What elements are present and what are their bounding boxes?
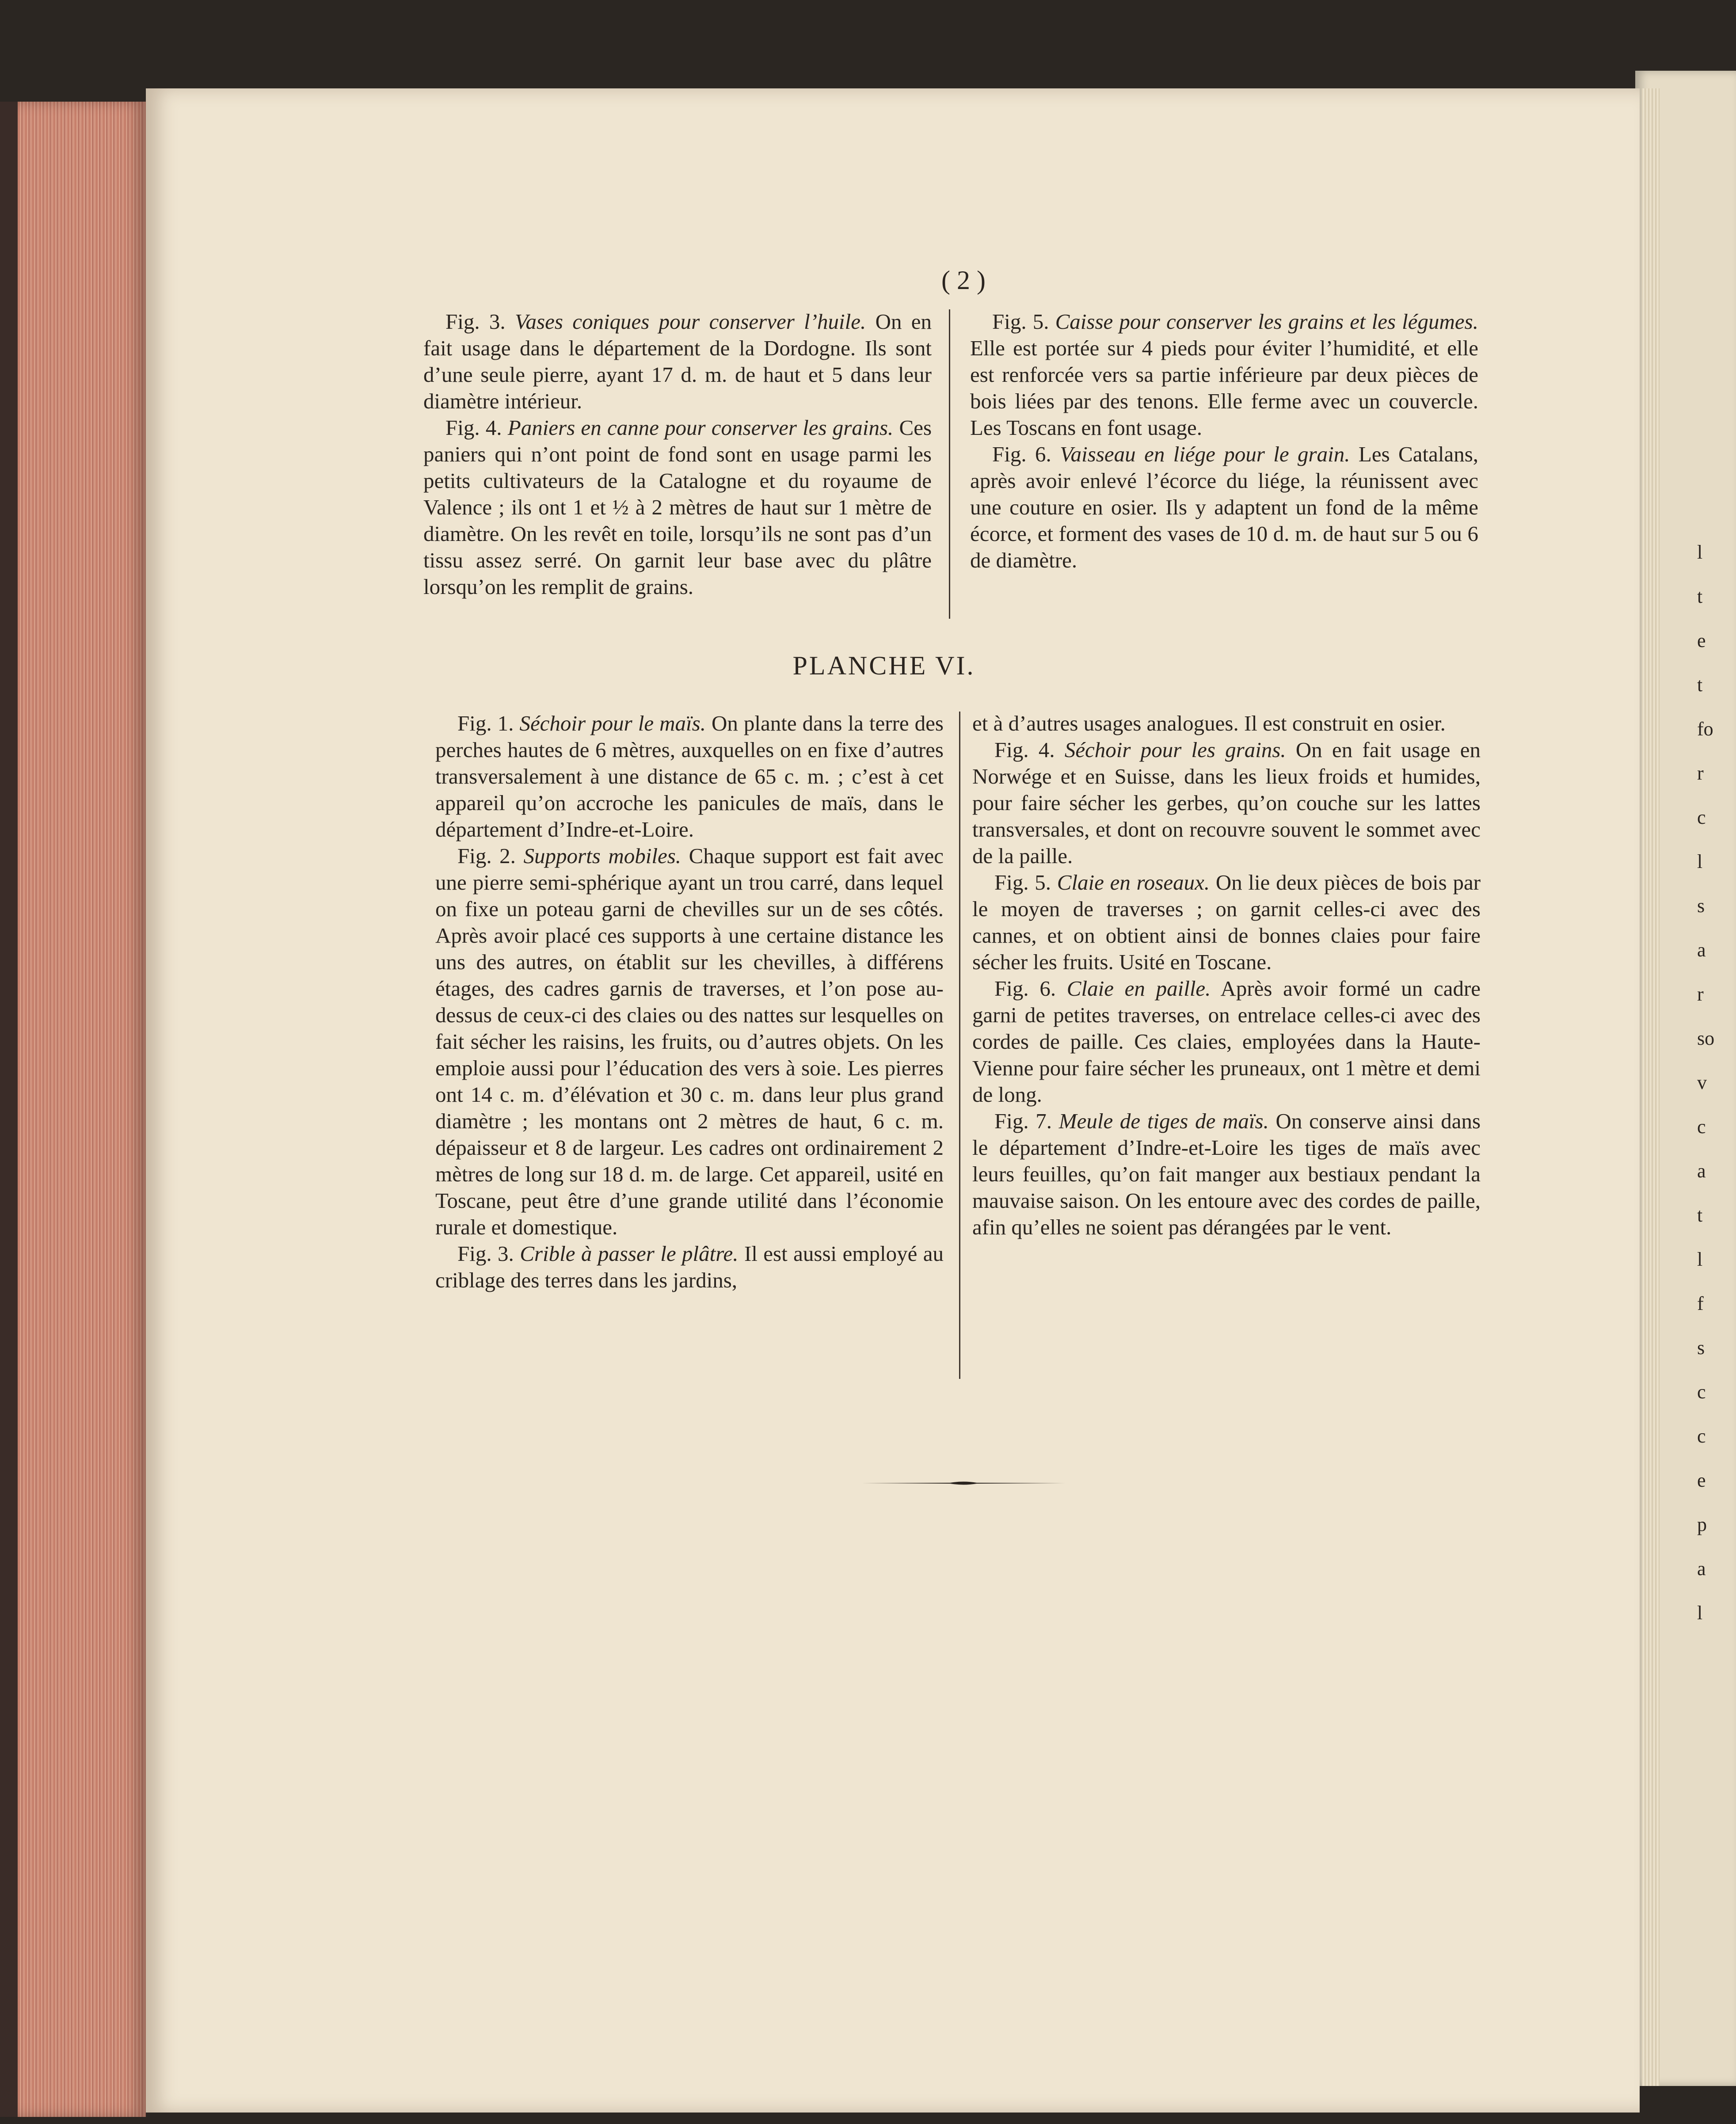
bottom-left-column bbox=[435, 710, 944, 1294]
column-divider bbox=[959, 712, 960, 1379]
top-right-column bbox=[970, 308, 1478, 574]
figure-entry bbox=[972, 1108, 1481, 1241]
figure-description: Il est aussi employé au criblage des terres dans les jardins, bbox=[435, 1241, 944, 1292]
figure-description: On lie deux pièces de bois par le moyen de traverses ; on garnit celles-ci avec des cannes, et on obtient ainsi de bonnes claies pour faire sécher les fruits. Usité en Toscane. bbox=[972, 870, 1481, 974]
right-page-gutter bbox=[1642, 88, 1660, 2086]
figure-number: Fig. 6. bbox=[992, 442, 1051, 466]
figure-description: On conserve ainsi dans le département d’Indre-et-Loire les tiges de maïs avec leurs feuilles, qu’on fait manger aux bestiaux pendant la mauvaise saison. On les entoure avec des cordes de paille, afin qu’elles ne soient pas dérangées par le vent. bbox=[972, 1109, 1481, 1239]
figure-number: Fig. 1. bbox=[457, 711, 514, 735]
figure-title: Séchoir pour les grains. bbox=[1064, 738, 1286, 762]
adjacent-page-fragment: r bbox=[1697, 762, 1704, 784]
figure-number: Fig. 5. bbox=[994, 870, 1051, 895]
figure-entry bbox=[435, 710, 944, 843]
adjacent-page-fragment: l bbox=[1697, 1249, 1703, 1270]
figure-number: Fig. 3. bbox=[445, 309, 506, 334]
figure-entry bbox=[970, 308, 1478, 441]
adjacent-page-fragment: t bbox=[1697, 586, 1703, 607]
plate-title: PLANCHE VI. bbox=[792, 651, 975, 680]
figure-title: Meule de tiges de maïs. bbox=[1058, 1109, 1269, 1133]
figure-description: Ces paniers qui n’ont point de fond sont en usage parmi les petits cultivateurs de la Catalogne et du royaume de Valence ; ils ont 1 et ½ à 2 mètres de haut sur 1 mètre de diamètre. On les revêt en toile, lorsqu’ils ne sont pas d’un tissu assez serré. On garnit leur base avec du plâtre lorsqu’on les remplit de grains. bbox=[423, 415, 932, 599]
adjacent-page-fragment: so bbox=[1697, 1028, 1715, 1049]
book-cover-left bbox=[0, 102, 18, 2117]
adjacent-page-fragment: p bbox=[1697, 1514, 1707, 1535]
adjacent-page-fragment: a bbox=[1697, 1558, 1706, 1580]
figure-number: Fig. 7. bbox=[994, 1109, 1052, 1133]
adjacent-page-fragment: f bbox=[1697, 1293, 1704, 1314]
column-divider bbox=[949, 309, 950, 619]
left-page-edges bbox=[0, 102, 146, 2117]
page-number: ( 2 ) bbox=[941, 266, 986, 295]
figure-description: On en fait usage dans le département de la Dordogne. Ils sont d’une seule pierre, ayant 17 d. m. de haut et 5 dans leur diamètre intérieur. bbox=[423, 309, 932, 413]
figure-entry bbox=[972, 869, 1481, 975]
figure-description: Après avoir formé un cadre garni de petites traverses, on entrelace celles-ci avec des cordes de paille. Ces claies, employées dans la Haute-Vienne pour faire sécher les pruneaux, ont 1 mètre et demi de long. bbox=[972, 976, 1481, 1107]
figure-description: On plante dans la terre des perches hautes de 6 mètres, auxquelles on en fixe d’autres transversalement à une distance de 65 c. m. ; c’est à cet appareil qu’on accroche les panicules de maïs, dans le département d’Indre-et-Loire. bbox=[435, 711, 944, 841]
adjacent-page-fragment: c bbox=[1697, 1381, 1706, 1403]
figure-entry bbox=[972, 975, 1481, 1108]
adjacent-page-fragment: l bbox=[1697, 1602, 1703, 1624]
figure-title: Caisse pour conserver les grains et les légumes. bbox=[1055, 309, 1479, 334]
adjacent-page-fragment: r bbox=[1697, 983, 1704, 1005]
figure-description: Chaque support est fait avec une pierre semi-sphérique ayant un trou carré, dans lequel on fixe un poteau garni de chevilles sur un de ses côtés. Après avoir placé ces supports à une certaine distance les uns des autres, on établit sur les chevilles, à différens étages, des cadres garnis de traverses, et l’on pose au-dessus de ceux-ci des claies ou des nattes sur lesquelles on fait sécher les raisins, les fruits, ou d’autres objets. On les emploie aussi pour l’éducation des vers à soie. Les pierres ont 14 c. m. d’élévation et 30 c. m. dans leur plus grand diamètre ; les montans ont 2 mètres de haut, 6 c. m. dépaisseur et 8 de largeur. Les cadres ont ordinairement 2 mètres de long sur 18 d. m. de large. Cet appareil, usité en Toscane, peut être d’une grande utilité dans l’économie rurale et domestique. bbox=[435, 844, 944, 1239]
figure-number: Fig. 4. bbox=[994, 738, 1055, 762]
figure-number: Fig. 6. bbox=[994, 976, 1056, 1001]
figure-title: Séchoir pour le maïs. bbox=[519, 711, 706, 735]
adjacent-page-fragment: a bbox=[1697, 939, 1706, 961]
figure-title: Crible à passer le plâtre. bbox=[520, 1241, 739, 1266]
top-left-column bbox=[423, 308, 932, 600]
figure-entry bbox=[435, 843, 944, 1241]
figure-entry bbox=[423, 308, 932, 415]
figure-entry bbox=[970, 441, 1478, 574]
figure-number: Fig. 2. bbox=[457, 844, 516, 868]
figure-number: Fig. 3. bbox=[457, 1241, 514, 1266]
figure-entry bbox=[423, 415, 932, 600]
figure-description: On en fait usage en Norwége et en Suisse, dans les lieux froids et humides, pour faire sécher les gerbes, qu’on couche sur les lattes transversales, et dont on recouvre souvent le sommet avec de la paille. bbox=[972, 738, 1481, 868]
adjacent-page-fragment: v bbox=[1697, 1072, 1707, 1093]
adjacent-page-fragment: s bbox=[1697, 1337, 1705, 1359]
figure-title: Paniers en canne pour conserver les grains. bbox=[507, 415, 894, 440]
continued-text: et à d’autres usages analogues. Il est construit en osier. bbox=[972, 711, 1446, 735]
adjacent-page-fragment: l bbox=[1697, 851, 1703, 872]
adjacent-page-fragment: t bbox=[1697, 1204, 1703, 1226]
adjacent-page-fragment: c bbox=[1697, 1425, 1706, 1447]
adjacent-page-fragment: e bbox=[1697, 630, 1706, 651]
figure-title: Supports mobiles. bbox=[523, 844, 681, 868]
figure-entry bbox=[435, 1241, 944, 1294]
adjacent-page-fragment: a bbox=[1697, 1160, 1706, 1182]
adjacent-page-text bbox=[1697, 530, 1732, 1635]
adjacent-page-fragment: s bbox=[1697, 895, 1705, 917]
adjacent-page-fragment: c bbox=[1697, 807, 1706, 828]
figure-description: Elle est portée sur 4 pieds pour éviter l’humidité, et elle est renforcée vers sa partie inférieure par deux pièces de bois liées par des tenons. Elle ferme avec un couvercle. Les Toscans en font usage. bbox=[970, 336, 1478, 440]
figure-title: Vaisseau en liége pour le grain. bbox=[1060, 442, 1350, 466]
figure-description: Les Catalans, après avoir enlevé l’écorce du liége, la réunissent avec une couture en osier. Ils y adaptent un fond de la même écorce, et forment des vases de 10 d. m. de haut sur 5 ou 6 de diamètre. bbox=[970, 442, 1479, 572]
adjacent-page-fragment: e bbox=[1697, 1469, 1706, 1491]
figure-title: Vases coniques pour conserver l’huile. bbox=[515, 309, 866, 334]
adjacent-page-fragment: c bbox=[1697, 1116, 1706, 1138]
figure-title: Claie en paille. bbox=[1066, 976, 1211, 1001]
figure-number: Fig. 4. bbox=[445, 415, 502, 440]
figure-entry bbox=[972, 737, 1481, 869]
figure-title: Claie en roseaux. bbox=[1057, 870, 1210, 895]
figure-number: Fig. 5. bbox=[992, 309, 1049, 334]
bottom-right-column bbox=[972, 710, 1481, 1241]
adjacent-page-fragment: t bbox=[1697, 674, 1703, 696]
adjacent-page-fragment: l bbox=[1697, 541, 1703, 563]
adjacent-page-fragment: fo bbox=[1697, 718, 1713, 740]
tailpiece-ornament bbox=[862, 1481, 1065, 1486]
